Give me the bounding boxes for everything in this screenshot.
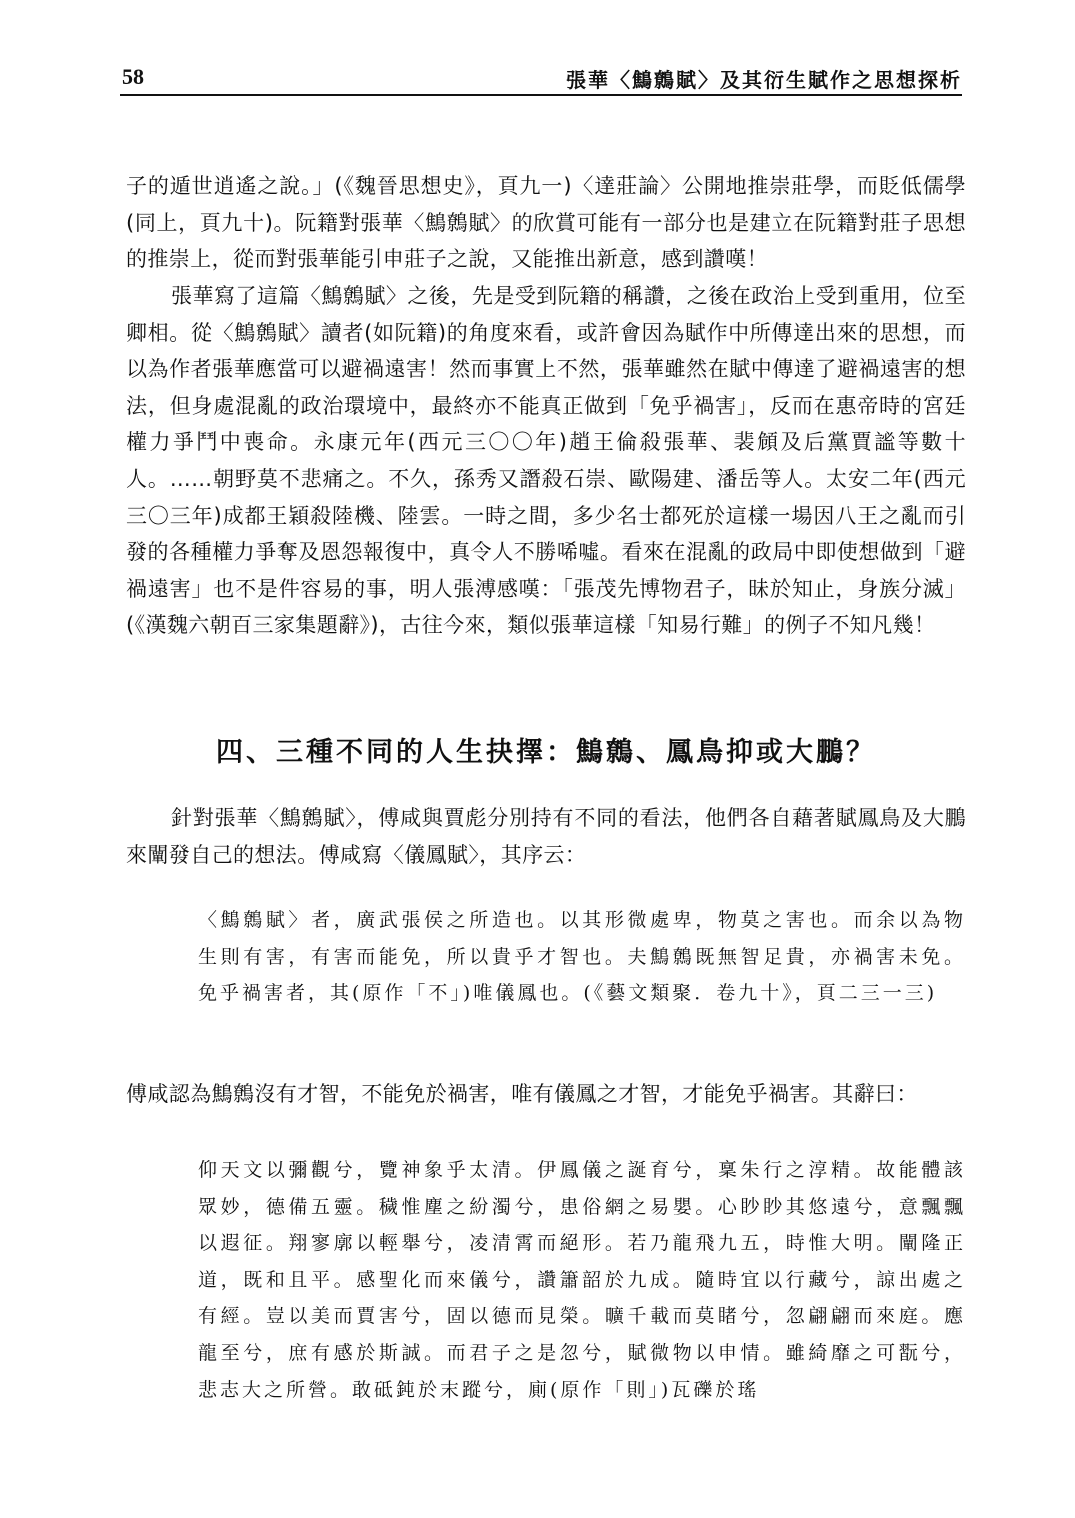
block-quote-1: 〈鷦鷯賦〉者，廣武張侯之所造也。以其形微處卑，物莫之害也。而余以為物生則有害，有害而能免，所以貴乎才智也。夫鷦鷯既無智足貴，亦禍害未免。免乎禍害者，其(原作「不」)唯儀鳳也。(《藝文類聚．卷九十》，頁二三一三) bbox=[198, 909, 966, 1005]
running-title: 張華〈鷦鷯賦〉及其衍生賦作之思想探析 bbox=[566, 68, 962, 92]
section-heading: 四、三種不同的人生抉擇：鷦鷯、鳳鳥抑或大鵬？ bbox=[216, 737, 876, 768]
page-header bbox=[120, 62, 962, 96]
body-paragraph-2: 張華寫了這篇〈鷦鷯賦〉之後，先是受到阮籍的稱讚，之後在政治上受到重用，位至卿相。從〈鷦鷯賦〉讀者(如阮籍)的角度來看，或許會因為賦作中所傳達出來的思想，而以為作者張華應當可以避禍遠害！然而事實上不然，張華雖然在賦中傳達了避禍遠害的想法，但身處混亂的政治環境中，最終亦不能真正做到「免乎禍害」，反而在惠帝時的宮廷權力爭鬥中喪命。永康元年(西元三〇〇年)趙王倫殺張華、裴頠及后黨賈謐等數十人。……朝野莫不悲痛之。不久，孫秀又譖殺石崇、歐陽建、潘岳等人。太安二年(西元三〇三年)成都王穎殺陸機、陸雲。一時之間，多少名士都死於這樣一場因八王之亂而引發的各種權力爭奪及恩怨報復中，真令人不勝唏噓。看來在混亂的政局中即使想做到「避禍遠害」也不是件容易的事，明人張溥感嘆：「張茂先博物君子，昧於知止，身族分滅」(《漢魏六朝百三家集題辭》)，古往今來，類似張華這樣「知易行難」的例子不知凡幾！ bbox=[126, 284, 966, 638]
page-number: 58 bbox=[122, 64, 144, 89]
body-paragraph-3: 針對張華〈鷦鷯賦〉，傅咸與賈彪分別持有不同的看法，他們各自藉著賦鳳鳥及大鵬來闡發自己的想法。傅咸寫〈儀鳳賦〉，其序云： bbox=[126, 806, 966, 867]
block-quote-2: 仰天文以彌觀兮，覽神象乎太清。伊鳳儀之誕育兮，稟朱行之淳精。故能體該眾妙，德備五靈。穢惟塵之紛濁兮，患俗網之易嬰。心眇眇其悠遠兮，意飄飄以遐征。翔寥廓以輕舉兮，凌清霄而絕形。若乃龍飛九五，時惟大明。闡隆正道，既和且平。感聖化而來儀兮，讚簫韶於九成。隨時宜以行藏兮，諒出處之有經。豈以美而賈害兮，固以德而見榮。曠千載而莫睹兮，忽翩翩而來庭。應龍至兮，庶有感於斯誠。而君子之是忽兮，賦微物以申情。雖綺靡之可翫兮，悲志大之所營。敢砥鈍於末蹤兮，廁(原作「則」)瓦礫於瑤 bbox=[198, 1159, 966, 1401]
body-paragraph-1: 子的遁世逍遙之說。」(《魏晉思想史》，頁九一)〈達莊論〉公開地推崇莊學，而貶低儒學(同上，頁九十)。阮籍對張華〈鷦鷯賦〉的欣賞可能有一部分也是建立在阮籍對莊子思想的推崇上，從而對張華能引申莊子之說，又能推出新意，感到讚嘆！ bbox=[126, 174, 966, 272]
body-paragraph-4: 傅咸認為鷦鷯沒有才智，不能免於禍害，唯有儀鳳之才智，才能免乎禍害。其辭曰： bbox=[126, 1082, 918, 1106]
